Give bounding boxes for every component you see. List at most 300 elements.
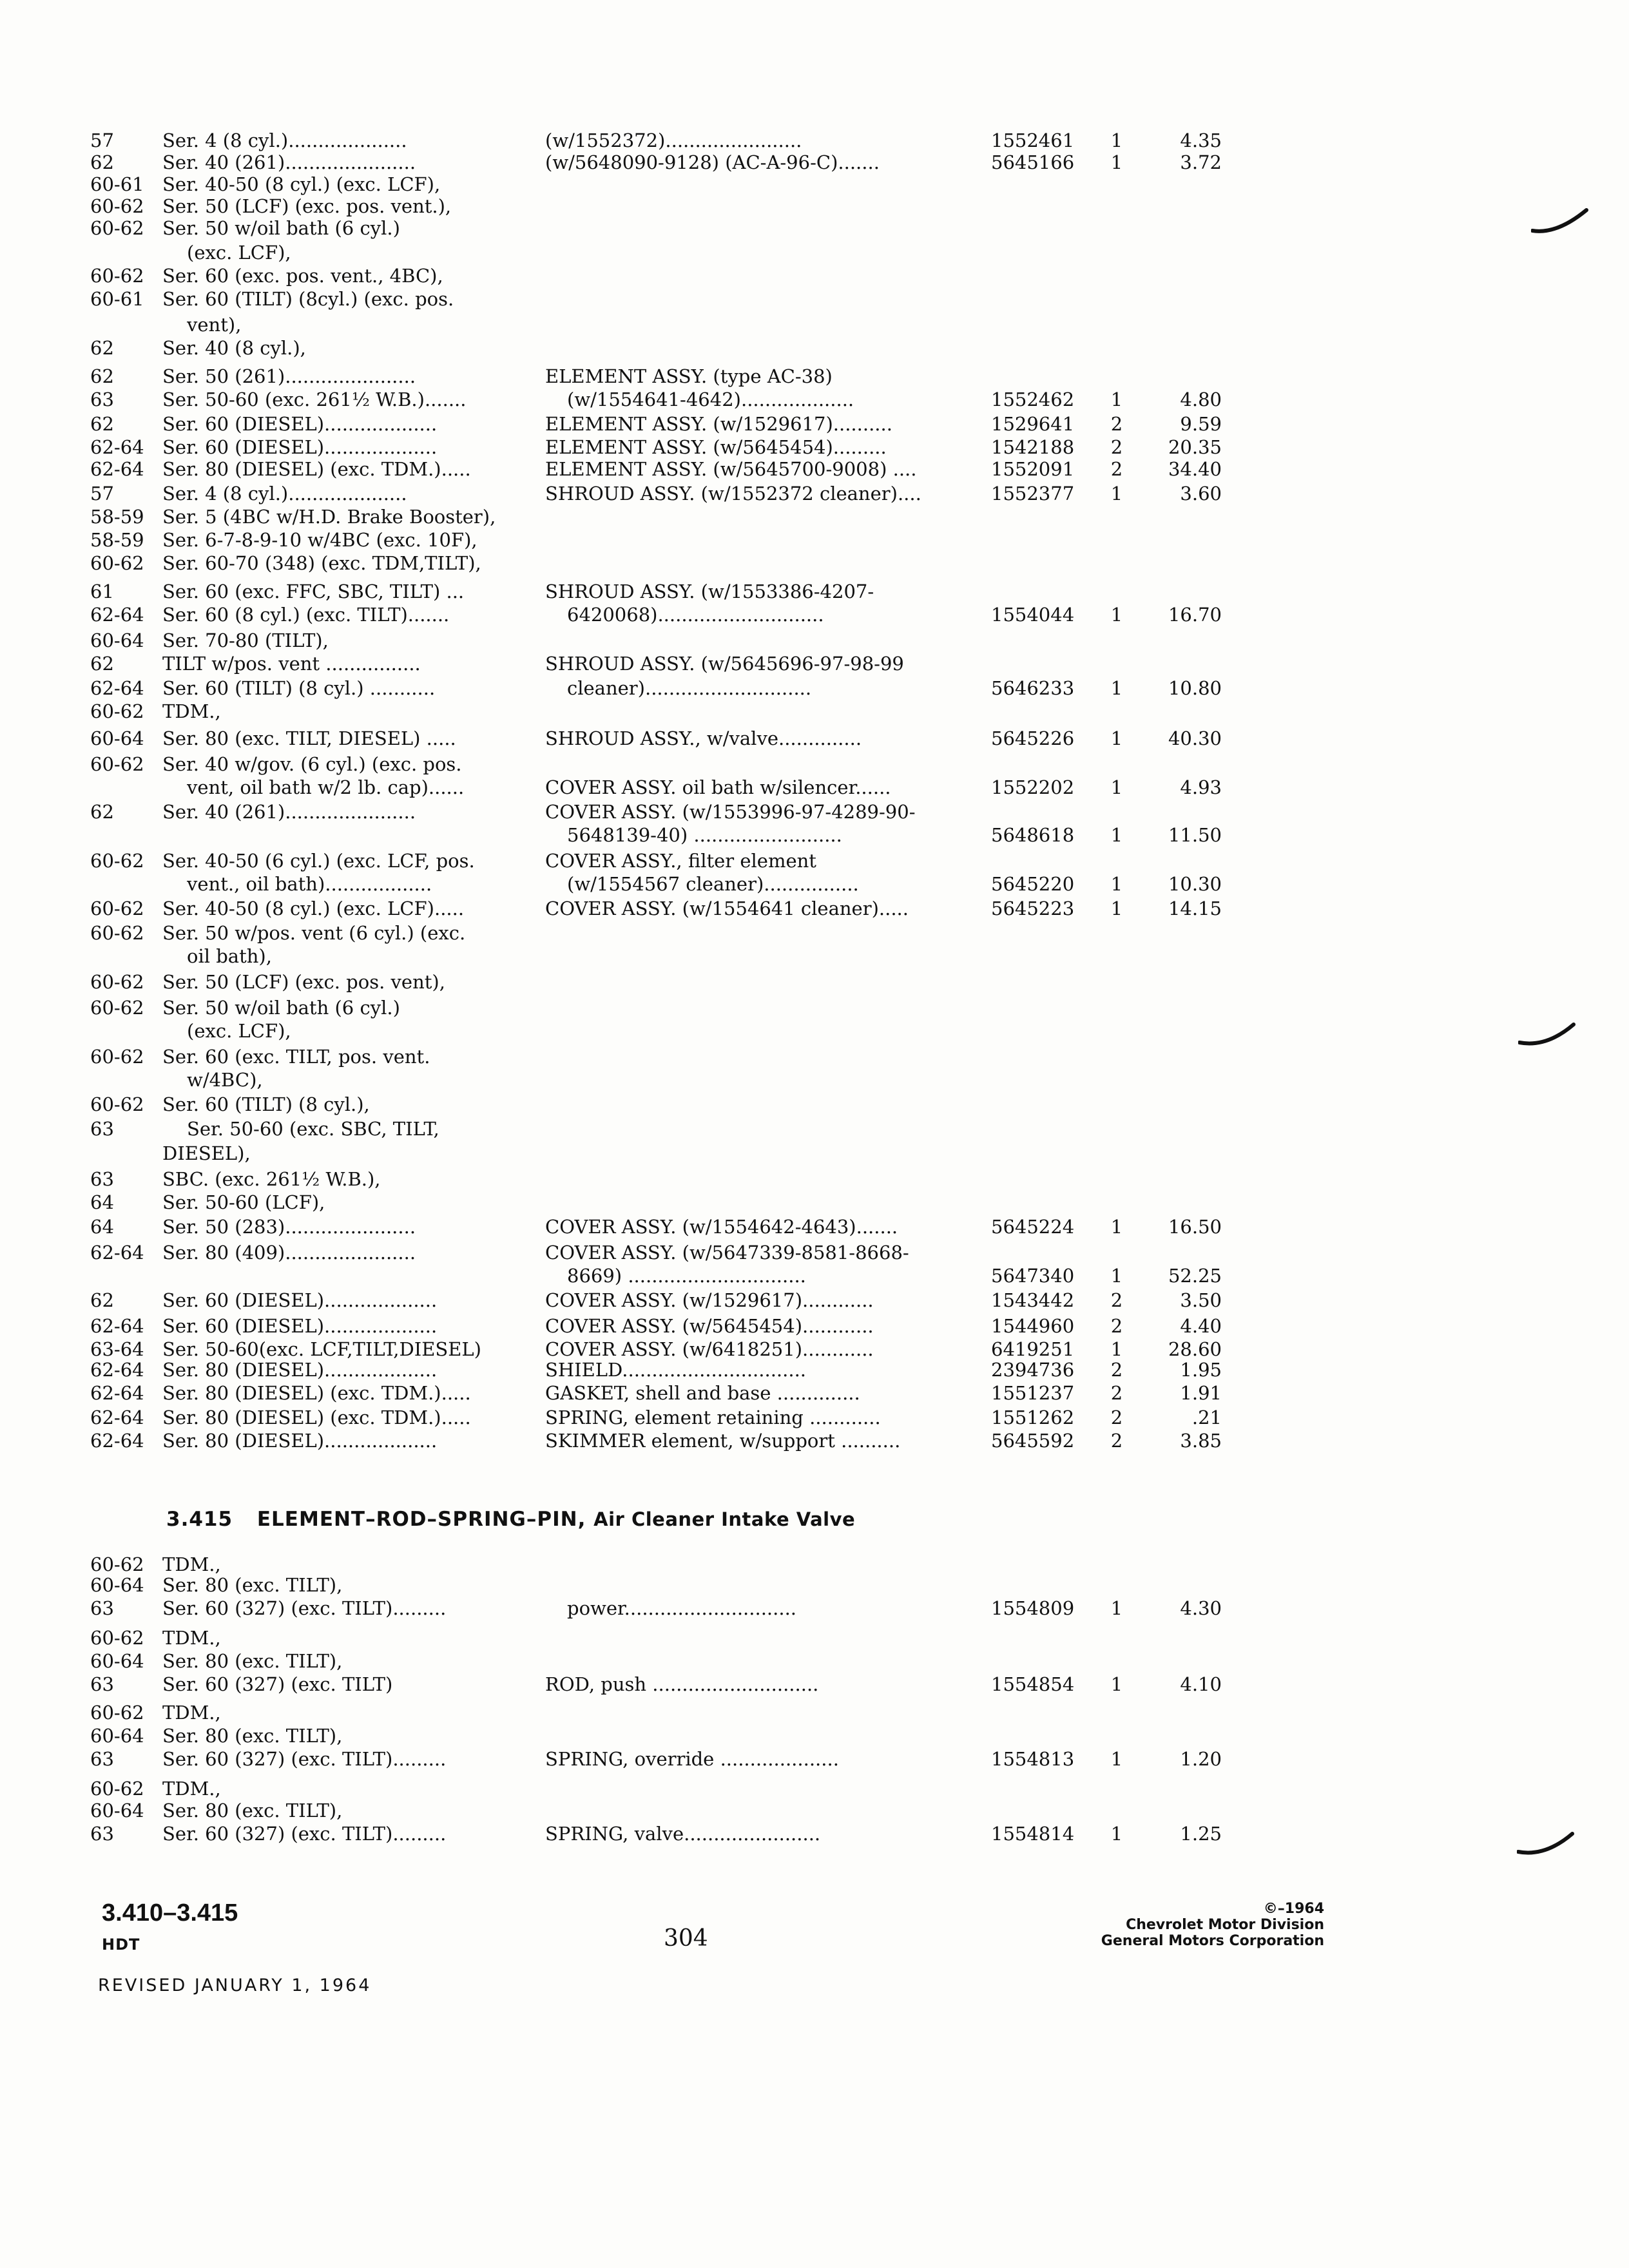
description: power............................. bbox=[567, 1597, 797, 1619]
table-row bbox=[0, 195, 1629, 218]
application: Ser. 80 (DIESEL) (exc. TDM.)..... bbox=[162, 1382, 471, 1404]
table-row bbox=[0, 823, 1629, 847]
table-row bbox=[0, 412, 1629, 436]
description: SHROUD ASSY. (w/1553386-4207- bbox=[545, 581, 874, 602]
part-number: 1554814 bbox=[991, 1823, 1075, 1845]
binder-tick-mark-1 bbox=[1531, 205, 1589, 237]
table-row bbox=[0, 1573, 1629, 1597]
application: SBC. (exc. 261½ W.B.), bbox=[162, 1168, 381, 1190]
corporation-name: General Motors Corporation bbox=[1101, 1933, 1324, 1949]
description: (w/1552372)....................... bbox=[545, 130, 802, 151]
quantity: 1 bbox=[1110, 1265, 1123, 1287]
application: Ser. 60 (exc. TILT, pos. vent. bbox=[162, 1046, 430, 1068]
model-years: 60-64 bbox=[90, 1650, 144, 1672]
quantity: 1 bbox=[1110, 1597, 1123, 1619]
application: Ser. 50 w/oil bath (6 cyl.) bbox=[162, 997, 400, 1019]
part-number: 5645166 bbox=[991, 151, 1075, 173]
part-number: 1554813 bbox=[991, 1748, 1075, 1770]
table-row bbox=[0, 1215, 1629, 1238]
application: Ser. 40-50 (8 cyl.) (exc. LCF), bbox=[162, 173, 441, 195]
table-row bbox=[0, 1381, 1629, 1405]
list-price: 14.15 bbox=[1168, 898, 1222, 919]
model-years: 60-62 bbox=[90, 1093, 144, 1115]
model-years: 62 bbox=[90, 365, 114, 387]
table-row bbox=[0, 1241, 1629, 1264]
description: COVER ASSY. oil bath w/silencer...... bbox=[545, 776, 891, 798]
application: Ser. 70-80 (TILT), bbox=[162, 629, 329, 651]
table-row bbox=[0, 436, 1629, 459]
model-years: 62-64 bbox=[90, 1242, 144, 1264]
application: Ser. 5 (4BC w/H.D. Brake Booster), bbox=[162, 506, 496, 528]
footer-revised-date: REVISED JANUARY 1, 1964 bbox=[98, 1975, 372, 1995]
description: SKIMMER element, w/support .......... bbox=[545, 1430, 901, 1452]
table-row bbox=[0, 1117, 1629, 1140]
model-years: 60-62 bbox=[90, 1702, 144, 1724]
part-number: 5645224 bbox=[991, 1216, 1075, 1238]
table-row bbox=[0, 1822, 1629, 1845]
description: SHROUD ASSY. (w/1552372 cleaner).... bbox=[545, 483, 921, 505]
part-number: 5645592 bbox=[991, 1430, 1075, 1452]
list-price: 4.80 bbox=[1180, 389, 1222, 410]
quantity: 1 bbox=[1110, 1748, 1123, 1770]
description: ELEMENT ASSY. (w/1529617).......... bbox=[545, 413, 892, 435]
application: TDM., bbox=[162, 1553, 221, 1575]
part-number: 1552462 bbox=[991, 389, 1075, 410]
application: (exc. LCF), bbox=[187, 1020, 291, 1042]
list-price: 3.72 bbox=[1180, 151, 1222, 173]
table-row bbox=[0, 776, 1629, 799]
description: COVER ASSY. (w/5647339-8581-8668- bbox=[545, 1242, 909, 1264]
application: Ser. 80 (409)...................... bbox=[162, 1242, 416, 1264]
division-name: Chevrolet Motor Division bbox=[1126, 1917, 1324, 1933]
part-number: 1554854 bbox=[991, 1673, 1075, 1695]
application: Ser. 80 (exc. TILT), bbox=[162, 1650, 343, 1672]
model-years: 62-64 bbox=[90, 604, 144, 626]
table-row bbox=[0, 1168, 1629, 1191]
table-row bbox=[0, 677, 1629, 700]
model-years: 62 bbox=[90, 653, 114, 675]
application: Ser. 4 (8 cyl.).................... bbox=[162, 130, 407, 151]
model-years: 62 bbox=[90, 151, 114, 173]
list-price: 16.70 bbox=[1168, 604, 1222, 626]
model-years: 58-59 bbox=[90, 529, 144, 551]
list-price: 4.40 bbox=[1180, 1315, 1222, 1337]
quantity: 1 bbox=[1110, 776, 1123, 798]
application: Ser. 50-60 (exc. 261½ W.B.)....... bbox=[162, 389, 467, 410]
table-row bbox=[0, 1358, 1629, 1381]
part-number: 5645223 bbox=[991, 898, 1075, 919]
quantity: 1 bbox=[1110, 389, 1123, 410]
application: Ser. 50-60 (exc. SBC, TILT, bbox=[187, 1118, 439, 1140]
application: Ser. 60 (exc. FFC, SBC, TILT) ... bbox=[162, 581, 465, 602]
list-price: 3.60 bbox=[1180, 483, 1222, 505]
application: DIESEL), bbox=[162, 1142, 251, 1164]
list-price: 1.95 bbox=[1180, 1359, 1222, 1381]
application: Ser. 50-60(exc. LCF,TILT,DIESEL) bbox=[162, 1338, 481, 1360]
model-years: 62 bbox=[90, 337, 114, 359]
copyright-year: ©–1964 bbox=[1263, 1901, 1324, 1917]
part-number: 1542188 bbox=[991, 436, 1075, 458]
table-row bbox=[0, 996, 1629, 1019]
model-years: 60-61 bbox=[90, 173, 144, 195]
table-row bbox=[0, 700, 1629, 723]
description: COVER ASSY. (w/1553996-97-4289-90- bbox=[545, 801, 916, 823]
footer-section-range: 3.410–3.415 bbox=[102, 1899, 238, 1927]
model-years: 63 bbox=[90, 389, 114, 410]
application: Ser. 50 (LCF) (exc. pos. vent.), bbox=[162, 195, 452, 217]
model-years: 62-64 bbox=[90, 458, 144, 480]
table-row bbox=[0, 727, 1629, 750]
part-number: 1543442 bbox=[991, 1289, 1075, 1311]
list-price: 10.80 bbox=[1168, 677, 1222, 699]
part-number: 5646233 bbox=[991, 677, 1075, 699]
application: Ser. 6-7-8-9-10 w/4BC (exc. 10F), bbox=[162, 529, 477, 551]
section-subtitle: Air Cleaner Intake Valve bbox=[593, 1508, 856, 1530]
model-years: 64 bbox=[90, 1216, 114, 1238]
list-price: 40.30 bbox=[1168, 727, 1222, 749]
application: Ser. 40 w/gov. (6 cyl.) (exc. pos. bbox=[162, 753, 462, 775]
application: Ser. 60 (DIESEL)................... bbox=[162, 1289, 438, 1311]
table-row bbox=[0, 1264, 1629, 1287]
model-years: 62-64 bbox=[90, 1315, 144, 1337]
application: Ser. 4 (8 cyl.).................... bbox=[162, 483, 407, 505]
list-price: 11.50 bbox=[1168, 824, 1222, 846]
table-row bbox=[0, 849, 1629, 872]
table-row bbox=[0, 1597, 1629, 1620]
table-row bbox=[0, 603, 1629, 626]
application: Ser. 80 (exc. TILT, DIESEL) ..... bbox=[162, 727, 456, 749]
model-years: 63 bbox=[90, 1823, 114, 1845]
description: COVER ASSY. (w/1554641 cleaner)..... bbox=[545, 898, 909, 919]
description: ROD, push ............................ bbox=[545, 1673, 819, 1695]
table-row bbox=[0, 800, 1629, 823]
quantity: 1 bbox=[1110, 677, 1123, 699]
list-price: 1.25 bbox=[1180, 1823, 1222, 1845]
list-price: .21 bbox=[1191, 1407, 1222, 1428]
section-heading bbox=[166, 1508, 855, 1531]
description: COVER ASSY. (w/1554642-4643)....... bbox=[545, 1216, 898, 1238]
part-number: 5648618 bbox=[991, 824, 1075, 846]
description: (w/5648090-9128) (AC-A-96-C)....... bbox=[545, 151, 880, 173]
table-row bbox=[0, 580, 1629, 603]
application: Ser. 60 (DIESEL)................... bbox=[162, 436, 438, 458]
model-years: 57 bbox=[90, 130, 114, 151]
description: SHIELD............................... bbox=[545, 1359, 807, 1381]
footer-hdt: HDT bbox=[102, 1936, 140, 1954]
quantity: 2 bbox=[1110, 1289, 1123, 1311]
table-row bbox=[0, 1553, 1629, 1576]
quantity: 1 bbox=[1110, 824, 1123, 846]
application: vent, oil bath w/2 lb. cap)...... bbox=[187, 776, 465, 798]
part-number: 1551237 bbox=[991, 1382, 1075, 1404]
model-years: 62-64 bbox=[90, 1382, 144, 1404]
table-row bbox=[0, 753, 1629, 776]
model-years: 60-62 bbox=[90, 1627, 144, 1649]
application: TDM., bbox=[162, 1702, 221, 1724]
table-row bbox=[0, 629, 1629, 652]
description: COVER ASSY. (w/5645454)............ bbox=[545, 1315, 874, 1337]
application: Ser. 80 (DIESEL) (exc. TDM.)..... bbox=[162, 1407, 471, 1428]
quantity: 2 bbox=[1110, 1382, 1123, 1404]
quantity: 2 bbox=[1110, 1315, 1123, 1337]
table-row bbox=[0, 1429, 1629, 1452]
model-years: 63 bbox=[90, 1673, 114, 1695]
application: vent., oil bath).................. bbox=[187, 873, 432, 895]
quantity: 1 bbox=[1110, 1338, 1123, 1360]
quantity: 1 bbox=[1110, 898, 1123, 919]
model-years: 60-62 bbox=[90, 217, 144, 239]
part-number: 5645220 bbox=[991, 873, 1075, 895]
model-years: 62-64 bbox=[90, 1430, 144, 1452]
quantity: 1 bbox=[1110, 1823, 1123, 1845]
list-price: 4.35 bbox=[1180, 130, 1222, 151]
application: Ser. 50-60 (LCF), bbox=[162, 1191, 325, 1213]
table-row bbox=[0, 216, 1629, 240]
list-price: 10.30 bbox=[1168, 873, 1222, 895]
model-years: 60-64 bbox=[90, 1725, 144, 1747]
application: Ser. 60 (327) (exc. TILT) bbox=[162, 1673, 393, 1695]
part-number: 5647340 bbox=[991, 1265, 1075, 1287]
quantity: 1 bbox=[1110, 483, 1123, 505]
footer-copyright-block bbox=[1031, 1901, 1324, 1949]
description: cleaner)............................ bbox=[567, 677, 812, 699]
table-row bbox=[0, 482, 1629, 505]
application: Ser. 60 (DIESEL)................... bbox=[162, 1315, 438, 1337]
application: (exc. LCF), bbox=[187, 242, 291, 264]
application: Ser. 80 (DIESEL) (exc. TDM.)..... bbox=[162, 458, 471, 480]
model-years: 60-62 bbox=[90, 850, 144, 872]
description: COVER ASSY., filter element bbox=[545, 850, 816, 872]
table-row bbox=[0, 173, 1629, 196]
application: Ser. 60 (TILT) (8cyl.) (exc. pos. bbox=[162, 288, 454, 310]
list-price: 4.30 bbox=[1180, 1597, 1222, 1619]
description: 5648139-40) ......................... bbox=[567, 824, 842, 846]
description: 6420068)............................ bbox=[567, 604, 824, 626]
quantity: 2 bbox=[1110, 458, 1123, 480]
model-years: 63 bbox=[90, 1597, 114, 1619]
application: Ser. 60 (DIESEL)................... bbox=[162, 413, 438, 435]
list-price: 34.40 bbox=[1168, 458, 1222, 480]
quantity: 2 bbox=[1110, 1407, 1123, 1428]
section-title: ELEMENT–ROD–SPRING–PIN, bbox=[256, 1508, 586, 1531]
table-row bbox=[0, 1289, 1629, 1312]
model-years: 60-62 bbox=[90, 922, 144, 944]
application: Ser. 60 (327) (exc. TILT)......... bbox=[162, 1823, 447, 1845]
application: Ser. 40-50 (8 cyl.) (exc. LCF)..... bbox=[162, 898, 465, 919]
quantity: 2 bbox=[1110, 413, 1123, 435]
table-row bbox=[0, 1093, 1629, 1116]
table-row bbox=[0, 1142, 1629, 1165]
quantity: 2 bbox=[1110, 1430, 1123, 1452]
part-number: 1529641 bbox=[991, 413, 1075, 435]
table-row bbox=[0, 388, 1629, 411]
application: Ser. 50 (283)...................... bbox=[162, 1216, 416, 1238]
quantity: 2 bbox=[1110, 1359, 1123, 1381]
model-years: 62-64 bbox=[90, 1407, 144, 1428]
application: Ser. 80 (exc. TILT), bbox=[162, 1574, 343, 1596]
model-years: 60-62 bbox=[90, 898, 144, 919]
application: TDM., bbox=[162, 1627, 221, 1649]
model-years: 63 bbox=[90, 1118, 114, 1140]
list-price: 3.50 bbox=[1180, 1289, 1222, 1311]
model-years: 60-62 bbox=[90, 700, 144, 722]
model-years: 60-64 bbox=[90, 1574, 144, 1596]
part-number: 1552091 bbox=[991, 458, 1075, 480]
list-price: 4.10 bbox=[1180, 1673, 1222, 1695]
application: Ser. 60 (TILT) (8 cyl.), bbox=[162, 1093, 370, 1115]
application: Ser. 60 (8 cyl.) (exc. TILT)....... bbox=[162, 604, 450, 626]
section-number: 3.415 bbox=[166, 1508, 233, 1531]
part-number: 5645226 bbox=[991, 727, 1075, 749]
part-number: 1544960 bbox=[991, 1315, 1075, 1337]
model-years: 62-64 bbox=[90, 436, 144, 458]
part-number: 2394736 bbox=[991, 1359, 1075, 1381]
model-years: 60-62 bbox=[90, 997, 144, 1019]
model-years: 60-62 bbox=[90, 971, 144, 993]
list-price: 4.93 bbox=[1180, 776, 1222, 798]
quantity: 1 bbox=[1110, 1673, 1123, 1695]
quantity: 1 bbox=[1110, 151, 1123, 173]
model-years: 64 bbox=[90, 1191, 114, 1213]
application: Ser. 40-50 (6 cyl.) (exc. LCF, pos. bbox=[162, 850, 475, 872]
table-row bbox=[0, 528, 1629, 552]
model-years: 61 bbox=[90, 581, 114, 602]
application: Ser. 60-70 (348) (exc. TDM,TILT), bbox=[162, 552, 481, 574]
model-years: 63-64 bbox=[90, 1338, 144, 1360]
application: TILT w/pos. vent ................ bbox=[162, 653, 421, 675]
part-number: 1554044 bbox=[991, 604, 1075, 626]
model-years: 60-62 bbox=[90, 1778, 144, 1800]
model-years: 63 bbox=[90, 1748, 114, 1770]
model-years: 60-62 bbox=[90, 753, 144, 775]
table-row bbox=[0, 552, 1629, 575]
table-row bbox=[0, 1747, 1629, 1771]
quantity: 1 bbox=[1110, 1216, 1123, 1238]
table-row bbox=[0, 970, 1629, 994]
table-row bbox=[0, 505, 1629, 528]
model-years: 57 bbox=[90, 483, 114, 505]
part-number: 1551262 bbox=[991, 1407, 1075, 1428]
table-row bbox=[0, 336, 1629, 360]
table-row bbox=[0, 1777, 1629, 1800]
application: Ser. 40 (261)...................... bbox=[162, 801, 416, 823]
list-price: 3.85 bbox=[1180, 1430, 1222, 1452]
table-row bbox=[0, 1673, 1629, 1696]
application: Ser. 80 (exc. TILT), bbox=[162, 1725, 343, 1747]
application: w/4BC), bbox=[187, 1069, 263, 1091]
list-price: 1.20 bbox=[1180, 1748, 1222, 1770]
table-row bbox=[0, 1019, 1629, 1043]
model-years: 60-62 bbox=[90, 1553, 144, 1575]
part-number: 6419251 bbox=[991, 1338, 1075, 1360]
table-row bbox=[0, 151, 1629, 174]
list-price: 9.59 bbox=[1180, 413, 1222, 435]
description: SHROUD ASSY. (w/5645696-97-98-99 bbox=[545, 653, 904, 675]
page-number: 304 bbox=[664, 1925, 708, 1952]
binder-tick-mark-3 bbox=[1517, 1829, 1575, 1861]
quantity: 1 bbox=[1110, 130, 1123, 151]
description: ELEMENT ASSY. (type AC-38) bbox=[545, 365, 833, 387]
table-row bbox=[0, 313, 1629, 336]
list-price: 20.35 bbox=[1168, 436, 1222, 458]
application: oil bath), bbox=[187, 945, 272, 967]
description: SPRING, element retaining ............ bbox=[545, 1407, 881, 1428]
table-row bbox=[0, 921, 1629, 945]
table-row bbox=[0, 1338, 1629, 1361]
model-years: 60-62 bbox=[90, 1046, 144, 1068]
model-years: 62-64 bbox=[90, 677, 144, 699]
table-row bbox=[0, 897, 1629, 920]
application: Ser. 60 (327) (exc. TILT)......... bbox=[162, 1597, 447, 1619]
description: ELEMENT ASSY. (w/5645454)......... bbox=[545, 436, 887, 458]
quantity: 1 bbox=[1110, 604, 1123, 626]
table-row bbox=[0, 129, 1629, 152]
table-row bbox=[0, 1724, 1629, 1747]
model-years: 60-61 bbox=[90, 288, 144, 310]
application: Ser. 60 (327) (exc. TILT)......... bbox=[162, 1748, 447, 1770]
table-row bbox=[0, 1045, 1629, 1068]
table-row bbox=[0, 872, 1629, 896]
quantity: 1 bbox=[1110, 873, 1123, 895]
description: SHROUD ASSY., w/valve.............. bbox=[545, 727, 862, 749]
table-row bbox=[0, 652, 1629, 675]
application: TDM., bbox=[162, 700, 221, 722]
model-years: 58-59 bbox=[90, 506, 144, 528]
description: SPRING, override .................... bbox=[545, 1748, 839, 1770]
description: GASKET, shell and base .............. bbox=[545, 1382, 860, 1404]
application: Ser. 50 (LCF) (exc. pos. vent), bbox=[162, 971, 445, 993]
model-years: 60-62 bbox=[90, 552, 144, 574]
description: (w/1554567 cleaner)................ bbox=[567, 873, 859, 895]
model-years: 63 bbox=[90, 1168, 114, 1190]
part-number: 1554809 bbox=[991, 1597, 1075, 1619]
model-years: 60-64 bbox=[90, 1800, 144, 1821]
table-row bbox=[0, 1191, 1629, 1214]
model-years: 60-62 bbox=[90, 265, 144, 287]
part-number: 1552202 bbox=[991, 776, 1075, 798]
table-row bbox=[0, 1314, 1629, 1338]
application: Ser. 80 (DIESEL)................... bbox=[162, 1430, 438, 1452]
list-price: 1.91 bbox=[1180, 1382, 1222, 1404]
application: vent), bbox=[187, 314, 242, 336]
table-row bbox=[0, 945, 1629, 968]
table-row bbox=[0, 1649, 1629, 1673]
model-years: 62 bbox=[90, 1289, 114, 1311]
application: Ser. 50 (261)...................... bbox=[162, 365, 416, 387]
application: Ser. 40 (8 cyl.), bbox=[162, 337, 306, 359]
application: Ser. 40 (261)...................... bbox=[162, 151, 416, 173]
description: 8669) .............................. bbox=[567, 1265, 806, 1287]
part-number: 1552461 bbox=[991, 130, 1075, 151]
binder-tick-mark-2 bbox=[1518, 1019, 1576, 1052]
description: ELEMENT ASSY. (w/5645700-9008) .... bbox=[545, 458, 917, 480]
model-years: 62 bbox=[90, 413, 114, 435]
list-price: 52.25 bbox=[1168, 1265, 1222, 1287]
model-years: 60-62 bbox=[90, 195, 144, 217]
application: Ser. 50 w/pos. vent (6 cyl.) (exc. bbox=[162, 922, 466, 944]
quantity: 1 bbox=[1110, 727, 1123, 749]
table-row bbox=[0, 1406, 1629, 1429]
list-price: 28.60 bbox=[1168, 1338, 1222, 1360]
table-row bbox=[0, 1626, 1629, 1649]
table-row bbox=[0, 1701, 1629, 1724]
model-years: 60-64 bbox=[90, 629, 144, 651]
description: SPRING, valve....................... bbox=[545, 1823, 821, 1845]
description: (w/1554641-4642)................... bbox=[567, 389, 854, 410]
description: COVER ASSY. (w/6418251)............ bbox=[545, 1338, 874, 1360]
list-price: 16.50 bbox=[1168, 1216, 1222, 1238]
model-years: 62-64 bbox=[90, 1359, 144, 1381]
